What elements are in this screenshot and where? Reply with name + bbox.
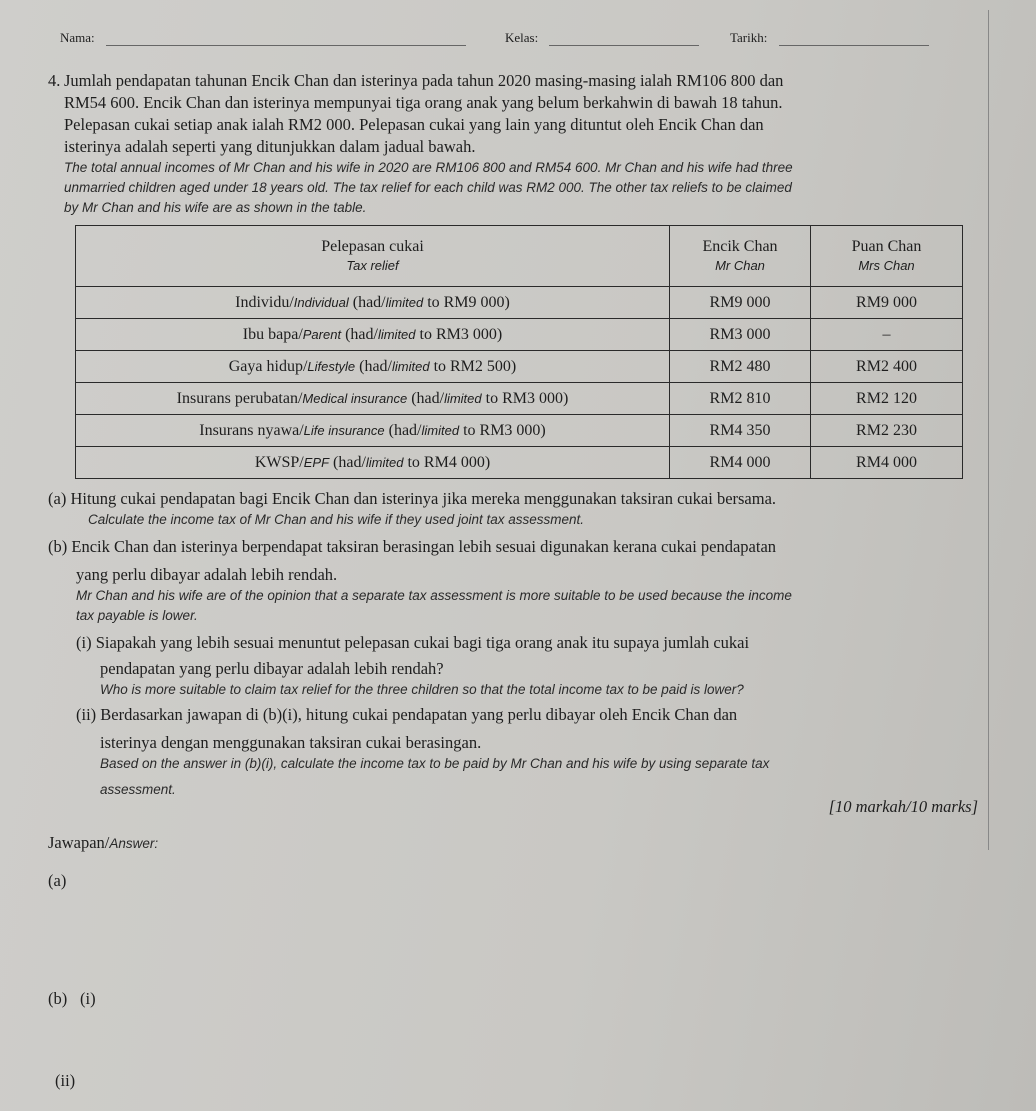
- part-a-label: (a): [48, 489, 67, 508]
- answer-bii-label: (ii): [55, 1071, 76, 1090]
- mr-chan-value: RM2 480: [670, 351, 811, 383]
- question-text: [64, 70, 964, 218]
- header-mrs-chan: [811, 226, 963, 287]
- relief-en: Parent: [302, 326, 342, 342]
- relief-en: Lifestyle: [307, 358, 356, 374]
- header-en: Mr Chan: [715, 258, 765, 273]
- header-en: Tax relief: [346, 258, 399, 273]
- question-line: RM54 600. Encik Chan dan isterinya mempunyai tiga orang anak yang belum berkahwin di bawah 18 tahun.: [64, 93, 783, 112]
- part-bii-label: (ii): [76, 705, 97, 724]
- part-b-label: (b): [48, 537, 68, 556]
- class-label: Kelas:: [505, 30, 539, 45]
- answer-b-label: (b): [48, 989, 68, 1008]
- relief-name: [76, 287, 670, 319]
- mr-chan-value: RM2 810: [670, 383, 811, 415]
- relief-limit-amount: to RM3 000): [415, 325, 503, 343]
- relief-ms: Insurans nyawa/: [199, 421, 304, 439]
- mrs-chan-value: RM9 000: [811, 287, 963, 319]
- part-bii-en2: assessment.: [100, 782, 176, 797]
- part-b-en1: Mr Chan and his wife are of the opinion that a separate tax assessment is more suitable to be used because the income: [76, 588, 792, 603]
- part-bii-ms1: Berdasarkan jawapan di (b)(i), hitung cukai pendapatan yang perlu dibayar oleh Encik Chan dan: [100, 705, 738, 724]
- part-b-ms1: Encik Chan dan isterinya berpendapat taksiran berasingan lebih sesuai digunakan kerana cukai pendapatan: [71, 537, 777, 556]
- relief-limit-amount: to RM4 000): [403, 453, 491, 471]
- relief-en: Individual: [293, 294, 349, 310]
- relief-limit-en: limited: [444, 390, 482, 406]
- header-en: Mrs Chan: [858, 258, 915, 273]
- part-b-en2: tax payable is lower.: [76, 608, 198, 623]
- question-line-en: The total annual incomes of Mr Chan and his wife in 2020 are RM106 800 and RM54 600. Mr Chan and his wife had three: [64, 160, 793, 175]
- relief-limit-amount: to RM3 000): [481, 389, 569, 407]
- relief-name: [76, 383, 670, 415]
- relief-limit-ms: (had/: [348, 293, 386, 311]
- mr-chan-value: RM3 000: [670, 319, 811, 351]
- header-tax-relief: [76, 226, 670, 287]
- mrs-chan-value: –: [811, 319, 963, 351]
- name-field[interactable]: [60, 30, 466, 46]
- part-bi-label: (i): [76, 633, 92, 652]
- marks-label: [10 markah/10 marks]: [828, 797, 978, 816]
- answer-bi-label: (i): [80, 989, 96, 1008]
- relief-ms: Individu/: [235, 293, 294, 311]
- mr-chan-value: RM4 350: [670, 415, 811, 447]
- relief-en: EPF: [303, 454, 330, 470]
- part-a-ms: Hitung cukai pendapatan bagi Encik Chan dan isterinya jika mereka menggunakan taksiran cukai bersama.: [70, 489, 777, 508]
- mr-chan-value: RM4 000: [670, 447, 811, 479]
- part-bii-en1: Based on the answer in (b)(i), calculate the income tax to be paid by Mr Chan and his wife by using separate tax: [100, 756, 770, 771]
- tax-relief-table: [75, 225, 963, 479]
- part-bi-ms1: Siapakah yang lebih sesuai menuntut pelepasan cukai bagi tiga orang anak itu supaya jumlah cukai: [95, 633, 750, 652]
- relief-limit-en: limited: [391, 358, 430, 374]
- part-a-en: Calculate the income tax of Mr Chan and his wife if they used joint tax assessment.: [88, 512, 584, 527]
- header-ms: Pelepasan cukai: [321, 238, 424, 255]
- relief-limit-ms: (had/: [384, 421, 422, 439]
- mrs-chan-value: RM2 400: [811, 351, 963, 383]
- answer-heading-ms: Jawapan/: [48, 833, 110, 852]
- question-line: isterinya adalah seperti yang ditunjukkan dalam jadual bawah.: [64, 137, 476, 156]
- relief-limit-ms: (had/: [355, 357, 392, 375]
- part-bi-ms2: pendapatan yang perlu dibayar adalah lebih rendah?: [100, 659, 444, 678]
- question-line-en: unmarried children aged under 18 years old. The tax relief for each child was RM2 000. The other tax reliefs to be claimed: [64, 180, 792, 195]
- relief-limit-ms: (had/: [329, 453, 366, 471]
- relief-limit-amount: to RM3 000): [459, 421, 546, 439]
- answer-heading: [48, 832, 158, 854]
- part-b-ms2: yang perlu dibayar adalah lebih rendah.: [76, 565, 338, 584]
- question-line-en: by Mr Chan and his wife are as shown in the table.: [64, 200, 367, 215]
- header-mr-chan: [670, 226, 811, 287]
- relief-name: [76, 319, 670, 351]
- question-parts: [48, 488, 978, 818]
- relief-limit-amount: to RM9 000): [423, 293, 510, 311]
- relief-limit-en: limited: [365, 454, 404, 470]
- answer-heading-en: Answer:: [109, 836, 159, 851]
- question-number: 4.: [48, 71, 61, 90]
- margin-line: [988, 10, 989, 850]
- class-field[interactable]: [505, 30, 699, 46]
- relief-limit-en: limited: [421, 422, 460, 438]
- table-row: [76, 351, 963, 383]
- table-row: [76, 415, 963, 447]
- answer-a-label: (a): [48, 871, 67, 890]
- mrs-chan-value: RM4 000: [811, 447, 963, 479]
- mrs-chan-value: RM2 120: [811, 383, 963, 415]
- relief-limit-amount: to RM2 500): [429, 357, 517, 375]
- relief-limit-ms: (had/: [341, 325, 378, 343]
- table-row: [76, 383, 963, 415]
- mrs-chan-value: RM2 230: [811, 415, 963, 447]
- relief-ms: KWSP/: [254, 453, 304, 471]
- question-line: Jumlah pendapatan tahunan Encik Chan dan isterinya pada tahun 2020 masing-masing ialah RM106 800 dan: [64, 71, 784, 90]
- relief-en: Life insurance: [303, 422, 385, 438]
- relief-limit-ms: (had/: [407, 389, 445, 407]
- relief-limit-en: limited: [385, 294, 424, 310]
- date-label: Tarikh:: [730, 30, 768, 45]
- relief-en: Medical insurance: [302, 390, 408, 406]
- table-row: [76, 319, 963, 351]
- part-bii-ms2: isterinya dengan menggunakan taksiran cukai berasingan.: [100, 733, 482, 752]
- question-line: Pelepasan cukai setiap anak ialah RM2 000. Pelepasan cukai yang lain yang dituntut oleh Encik Chan dan: [64, 115, 764, 134]
- mr-chan-value: RM9 000: [670, 287, 811, 319]
- header-ms: Encik Chan: [702, 238, 778, 255]
- relief-ms: Insurans perubatan/: [176, 389, 303, 407]
- relief-limit-en: limited: [377, 326, 416, 342]
- table-row: [76, 447, 963, 479]
- relief-name: [76, 447, 670, 479]
- relief-ms: Gaya hidup/: [228, 357, 308, 375]
- relief-ms: Ibu bapa/: [242, 325, 303, 343]
- relief-name: [76, 415, 670, 447]
- name-label: Nama:: [60, 30, 95, 45]
- table-row: [76, 287, 963, 319]
- date-field[interactable]: [730, 30, 929, 46]
- table-header-row: [76, 226, 963, 287]
- header-ms: Puan Chan: [851, 238, 922, 255]
- relief-name: [76, 351, 670, 383]
- part-bi-en: Who is more suitable to claim tax relief for the three children so that the total income tax to be paid is lower?: [100, 682, 744, 697]
